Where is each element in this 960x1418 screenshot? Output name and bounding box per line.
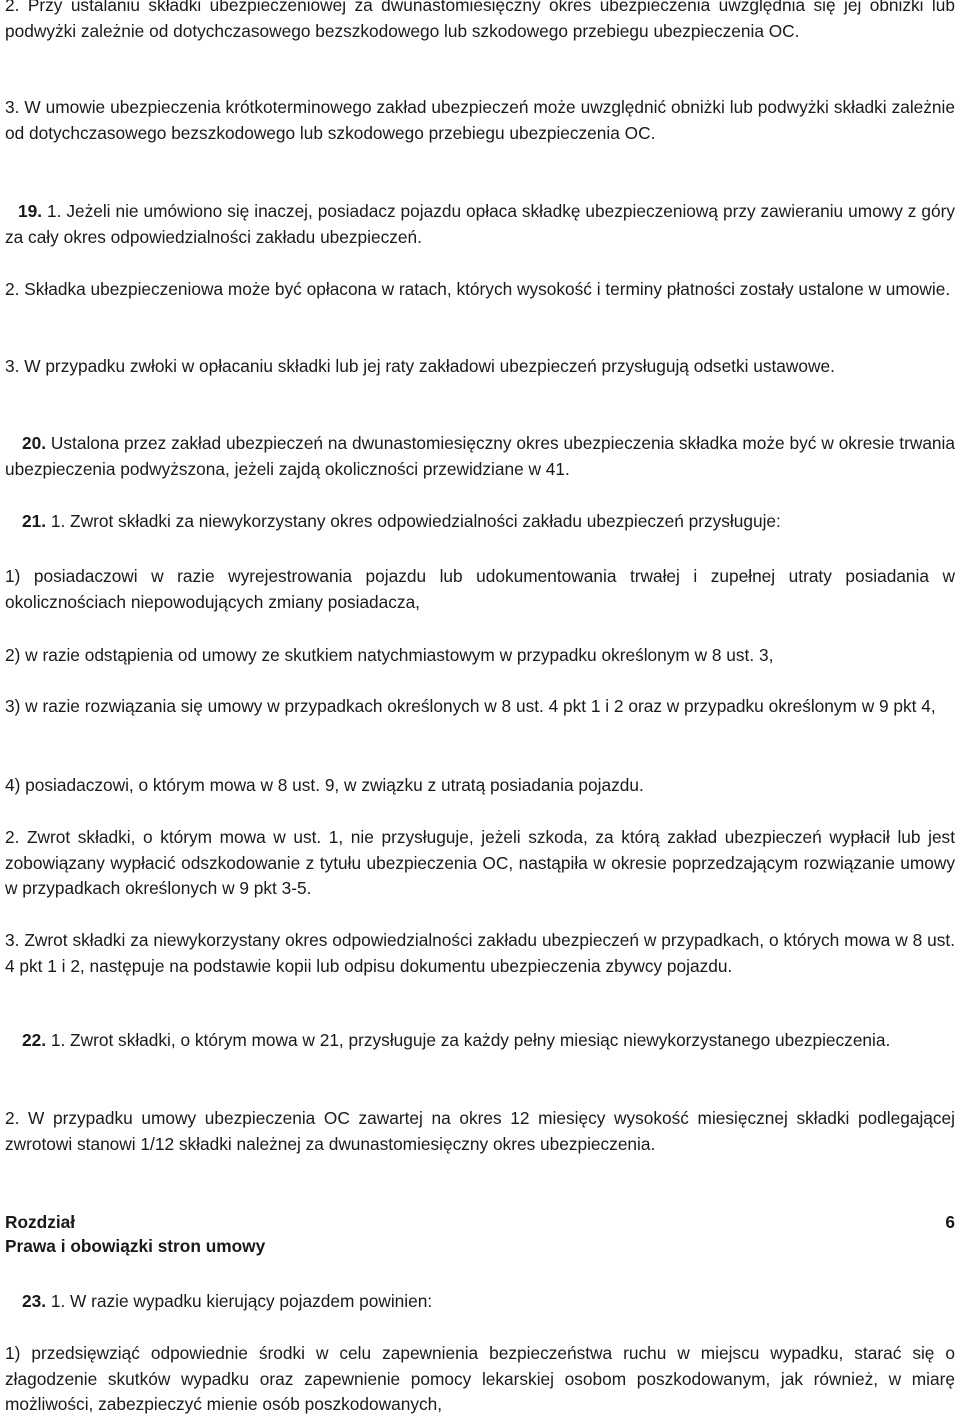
paragraph-19-1-text: 1. Jeżeli nie umówiono się inaczej, posiadacz pojazdu opłaca składkę ubezpieczeniową przy zawieraniu umowy z góry za cały okres odpowiedzialności zakładu ubezpieczeń. — [5, 201, 955, 247]
paragraph-23-1-text: 1. W razie wypadku kierujący pojazdem powinien: — [46, 1291, 433, 1311]
paragraph-21-3: 3. Zwrot składki za niewykorzystany okres odpowiedzialności zakładu ubezpieczeń w przypadkach, o których mowa w 8 ust. 4 pkt 1 i 2, następuje na podstawie kopii lub odpisu dokumentu ubezpieczenia zbywcy pojazdu. — [5, 930, 955, 976]
paragraph-18-3: 3. W umowie ubezpieczenia krótkoterminowego zakład ubezpieczeń może uwzględnić obniżki lub podwyżki składki zależnie od dotychczasowego bezszkodowego lub szkodowego przebiegu ubezpieczenia OC. — [5, 97, 955, 143]
paragraph-19-3: 3. W przypadku zwłoki w opłacaniu składki lub jej raty zakładowi ubezpieczeń przysługują odsetki ustawowe. — [5, 356, 835, 376]
chapter-label: Rozdział — [5, 1212, 76, 1232]
section-number-20: 20. — [22, 433, 47, 453]
paragraph-21-1-item-4: 4) posiadaczowi, o którym mowa w 8 ust. 9, w związku z utratą posiadania pojazdu. — [5, 775, 644, 795]
paragraph-21-1-text: 1. Zwrot składki za niewykorzystany okres odpowiedzialności zakładu ubezpieczeń przysługuje: — [46, 511, 781, 531]
section-number-23: 23. — [22, 1291, 47, 1311]
paragraph-22-2: 2. W przypadku umowy ubezpieczenia OC zawartej na okres 12 miesięcy wysokość miesięcznej składki podlegającej zwrotowi stanowi 1/12 składki należnej za dwunastomiesięczny okres ubezpieczenia. — [5, 1108, 955, 1154]
section-number-21: 21. — [22, 511, 47, 531]
paragraph-19-2: 2. Składka ubezpieczeniowa może być opłacona w ratach, których wysokość i terminy płatności zostały ustalone w umowie. — [5, 279, 951, 299]
paragraph-23-1 — [5, 1289, 955, 1315]
section-number-19: 19. — [18, 201, 43, 221]
chapter-title: Prawa i obowiązki stron umowy — [5, 1236, 266, 1256]
paragraph-19-1 — [5, 199, 955, 250]
paragraph-20 — [5, 431, 955, 482]
paragraph-18-2: 2. Przy ustalaniu składki ubezpieczeniowej za dwunastomiesięczny okres ubezpieczenia uwzględnia się jej obniżki lub podwyżki zależnie od dotychczasowego bezszkodowego lub szkodowego przebiegu ubezpieczenia OC. — [5, 0, 955, 41]
paragraph-22-1-text: 1. Zwrot składki, o którym mowa w 21, przysługuje za każdy pełny miesiąc niewykorzystanego ubezpieczenia. — [46, 1030, 891, 1050]
chapter-number: 6 — [945, 1212, 955, 1232]
section-number-22: 22. — [22, 1030, 47, 1050]
paragraph-21-2: 2. Zwrot składki, o którym mowa w ust. 1, nie przysługuje, jeżeli szkoda, za którą zakład ubezpieczeń wypłacił lub jest zobowiązany wypłacić odszkodowanie z tytułu ubezpieczenia OC, nastąpiła w okresie poprzedzającym rozwiązanie umowy w przypadkach określonych w 9 pkt 3-5. — [5, 827, 955, 898]
paragraph-20-text: Ustalona przez zakład ubezpieczeń na dwunastomiesięczny okres ubezpieczenia składka może być w okresie trwania ubezpieczenia podwyższona, jeżeli zajdą okoliczności przewidziane w 41. — [5, 433, 955, 479]
paragraph-21-1-item-2: 2) w razie odstąpienia od umowy ze skutkiem natychmiastowym w przypadku określonym w 8 ust. 3, — [5, 645, 774, 665]
paragraph-21-1-item-1: 1) posiadaczowi w razie wyrejestrowania pojazdu lub udokumentowania trwałej i zupełnej utraty posiadania w okolicznościach niepowodujących zmiany posiadacza, — [5, 566, 955, 612]
paragraph-22-1 — [5, 1028, 955, 1054]
chapter-heading — [5, 1210, 955, 1236]
paragraph-23-1-item-1: 1) przedsięwziąć odpowiednie środki w celu zapewnienia bezpieczeństwa ruchu w miejscu wypadku, starać się o złagodzenie skutków wypadku oraz zapewnienie pomocy lekarskiej osobom poszkodowanym, jak również, w miarę możliwości, zabezpieczyć mienie osób poszkodowanych, — [5, 1343, 955, 1414]
paragraph-21-1-item-3: 3) w razie rozwiązania się umowy w przypadkach określonych w 8 ust. 4 pkt 1 i 2 oraz w przypadku określonym w 9 pkt 4, — [5, 696, 936, 716]
paragraph-21-1 — [5, 509, 955, 535]
